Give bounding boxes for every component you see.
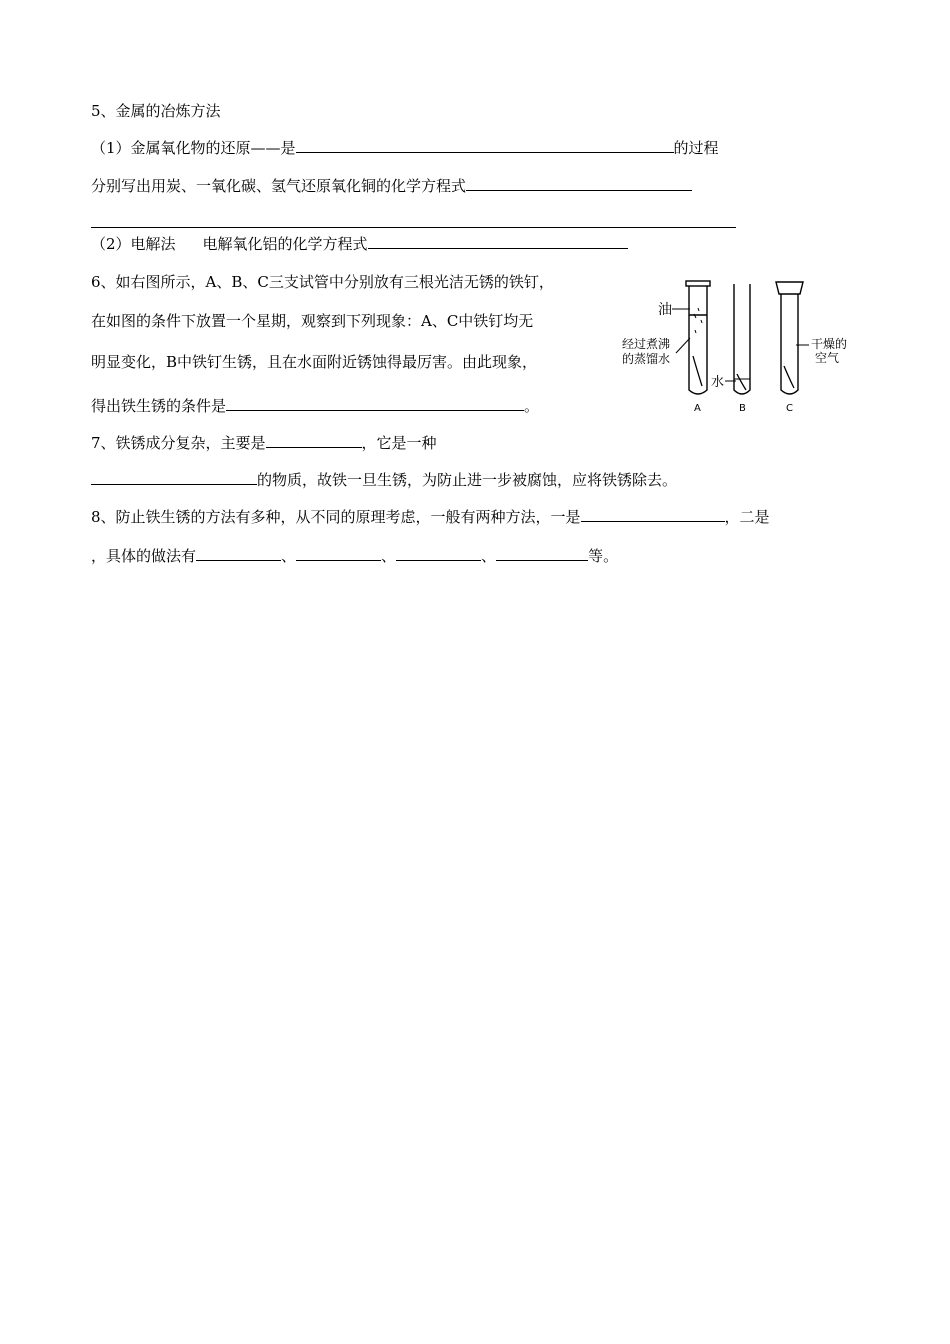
q6-blank-rust-condition[interactable]: [226, 396, 524, 411]
label-oil: 油: [658, 302, 672, 318]
label-boiled-water-1: 经过煮沸: [622, 337, 671, 351]
q5-blank-equations[interactable]: [466, 176, 692, 191]
q8-blank-practice-3[interactable]: [396, 546, 481, 561]
label-tube-c: C: [786, 403, 793, 414]
q5-title: 5、金属的冶炼方法: [91, 102, 221, 120]
q7-line1: [91, 433, 437, 453]
label-tube-b: B: [739, 403, 746, 414]
q6-line4: [91, 396, 539, 416]
q6-line3: 明显变化，B中铁钉生锈，且在水面附近锈蚀得最厉害。由此现象，: [91, 353, 538, 371]
q8-blank-practice-2[interactable]: [296, 546, 381, 561]
label-boiled-water-2: 的蒸馏水: [622, 352, 671, 366]
q8-sep-1: 、: [281, 547, 297, 565]
tube-b: [734, 284, 750, 394]
q5-line3: [91, 234, 628, 254]
q6-line4-prefix: 得出铁生锈的条件是: [91, 397, 227, 415]
test-tube-figure: [610, 278, 870, 418]
q5-blank-electrolysis[interactable]: [368, 234, 628, 249]
q5-blank-reduction-definition[interactable]: [296, 138, 674, 153]
q5-line2-text: 分别写出用炭、一氧化碳、氢气还原氧化铜的化学方程式: [91, 177, 467, 195]
q6-line1: 6、如右图所示，A、B、C三支试管中分别放有三根光洁无锈的铁钉，: [91, 273, 554, 291]
q7-line1-suffix: ，它是一种: [361, 434, 437, 452]
q5-electrolysis-label: （2）电解法: [91, 235, 176, 253]
q7-blank-property[interactable]: [91, 470, 257, 485]
label-tube-a: A: [694, 403, 701, 414]
label-dry-air-2: 空气: [815, 351, 840, 365]
tube-c: [776, 282, 803, 394]
q5-line1-suffix: 的过程: [673, 139, 719, 157]
q8-sep-2: 、: [381, 547, 397, 565]
q6-line4-suffix: 。: [524, 397, 540, 415]
q8-sep-3: 、: [481, 547, 497, 565]
q8-line1: [91, 507, 770, 527]
q5-line1-prefix: （1）金属氧化物的还原——是: [91, 139, 296, 157]
q5-blank-equations-continued[interactable]: [91, 227, 736, 228]
q8-blank-practice-4[interactable]: [496, 546, 588, 561]
tube-a: [686, 281, 710, 394]
q8-line2-prefix: ，具体的做法有: [91, 547, 197, 565]
q7-line2: [91, 470, 677, 490]
q7-line1-prefix: 7、铁锈成分复杂，主要是: [91, 434, 266, 452]
q8-line1-prefix: 8、防止铁生锈的方法有多种，从不同的原理考虑，一般有两种方法，一是: [91, 508, 581, 526]
label-dry-air-1: 干燥的: [811, 337, 848, 351]
label-water: 水: [711, 375, 725, 390]
q7-blank-main-component[interactable]: [266, 433, 362, 448]
q5-electrolysis-text: 电解氧化铝的化学方程式: [202, 235, 368, 253]
q7-line2-text: 的物质，故铁一旦生锈，为防止进一步被腐蚀，应将铁锈除去。: [257, 471, 678, 489]
q8-blank-method-one[interactable]: [581, 507, 725, 522]
q8-line2-suffix: 等。: [588, 547, 619, 565]
q5-line1: [91, 138, 719, 158]
q8-line1-suffix: ，二是: [724, 508, 770, 526]
q8-line2: [91, 546, 618, 566]
q6-line2: 在如图的条件下放置一个星期，观察到下列现象：A、C中铁钉均无: [91, 312, 534, 330]
q5-line2: [91, 176, 692, 196]
q8-blank-practice-1[interactable]: [196, 546, 281, 561]
